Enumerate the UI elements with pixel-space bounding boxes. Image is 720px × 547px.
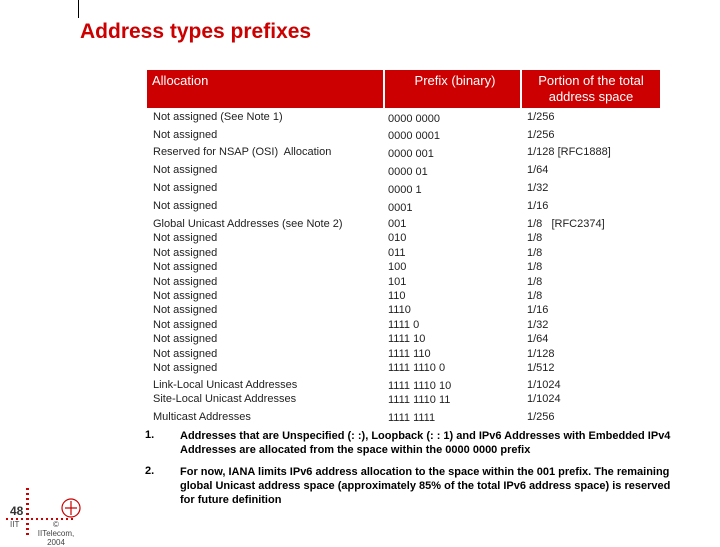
row-portion: 1/256: [527, 129, 555, 141]
footer-org: IIT: [10, 520, 20, 529]
row-portion: 1/256: [527, 111, 555, 123]
local-allocation: Link-Local Unicast Addresses Site-Local Unicast Addresses: [153, 379, 298, 406]
footer-copyright: © IITelecom, 2004: [37, 520, 75, 547]
row-prefix: 1111 1111: [388, 412, 436, 424]
logo-icon: [60, 497, 82, 519]
row-allocation: Not assigned (See Note 1): [153, 111, 283, 123]
note-text: For now, IANA limits IPv6 address allocation to the space within the 001 prefix. The remaining global Unicast address space (approximately 85% of the total IPv6 address space) is reserved for future definition: [180, 466, 671, 506]
header-divider: [383, 70, 385, 108]
row-portion: 1/16: [527, 200, 549, 212]
row-prefix: 0001: [388, 202, 413, 214]
block-prefix: 001 010 011 100 101 110 1110 1111 0 1111 10 1111 110 1111 1110 0: [388, 218, 446, 375]
top-divider: [78, 0, 79, 18]
note-text: Addresses that are Unspecified (: :), Loopback (: : 1) and IPv6 Addresses with Embedded IPv4 Addresses are allocated from the space within the 0000 0000 prefix: [180, 430, 671, 456]
note-number: 2.: [145, 465, 155, 477]
block-portion: 1/8 [RFC2374] 1/8 1/8 1/8 1/8 1/8 1/16 1/32 1/64 1/128 1/512: [527, 218, 605, 375]
local-portion: 1/1024 1/1024: [527, 379, 561, 406]
row-portion: 1/128 [RFC1888]: [527, 146, 611, 158]
row-allocation: Not assigned: [153, 164, 218, 176]
row-allocation: Reserved for NSAP (OSI) Allocation: [153, 146, 332, 158]
header-divider: [520, 70, 522, 108]
row-prefix: 0000 1: [388, 184, 422, 196]
header-portion: Portion of the total address space: [538, 73, 644, 104]
footer-decoration: [26, 488, 29, 538]
row-prefix: 0000 0001: [388, 130, 440, 142]
row-portion: 1/32: [527, 182, 549, 194]
page-number: 48: [10, 504, 24, 518]
row-portion: 1/256: [527, 411, 555, 423]
row-portion: 1/64: [527, 164, 549, 176]
row-allocation: Not assigned: [153, 129, 218, 141]
row-prefix: 0000 001: [388, 148, 434, 160]
row-allocation: Not assigned: [153, 200, 218, 212]
header-prefix: Prefix (binary): [414, 73, 496, 88]
row-allocation: Multicast Addresses: [153, 411, 251, 423]
row-prefix: 0000 01: [388, 166, 428, 178]
row-allocation: Not assigned: [153, 182, 218, 194]
row-prefix: 0000 0000: [388, 113, 440, 125]
note-number: 1.: [145, 429, 155, 441]
header-allocation: Allocation: [152, 73, 209, 88]
page-title: Address types prefixes: [80, 20, 312, 43]
local-prefix: 1111 1110 10 1111 1110 11: [388, 380, 452, 407]
block-allocation: Global Unicast Addresses (see Note 2) Not assigned Not assigned Not assigned Not assigned Not assigned Not assigned Not assigned Not assigned Not assigned Not assigned: [153, 218, 343, 375]
